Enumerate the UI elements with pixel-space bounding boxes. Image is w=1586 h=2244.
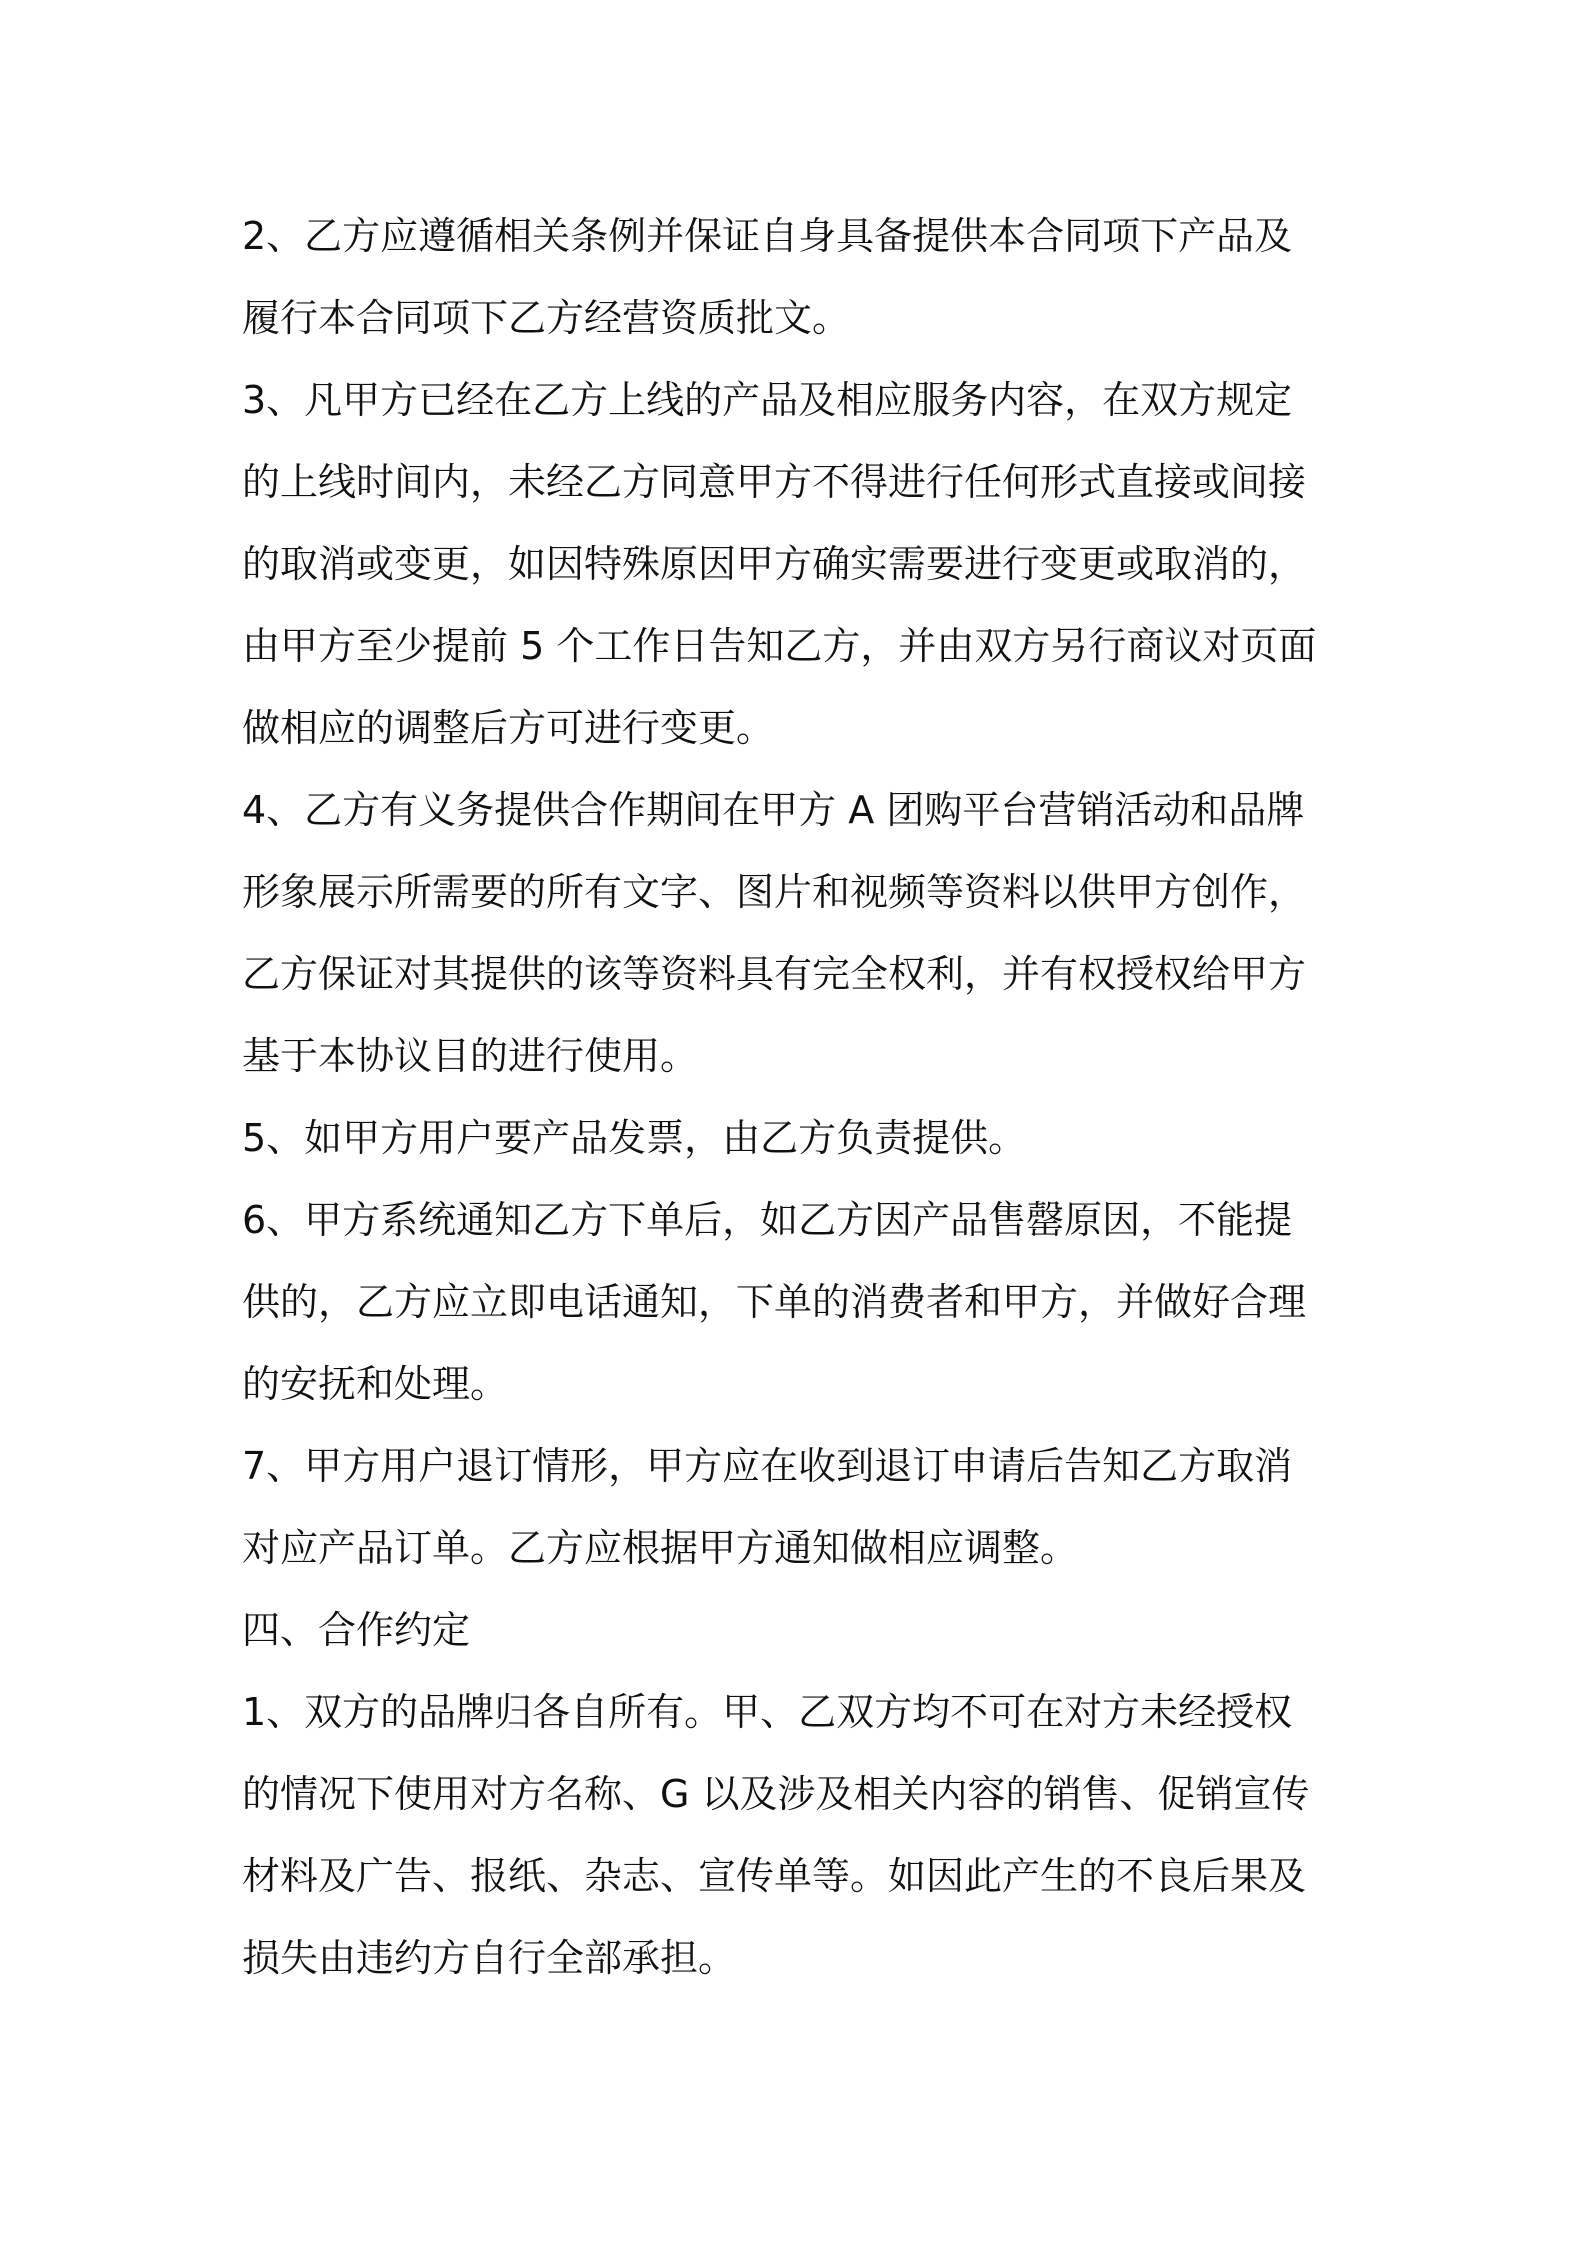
text-line: 做相应的调整后方可进行变更。 bbox=[242, 706, 775, 750]
text-line: 供的，乙方应立即电话通知，下单的消费者和甲方，并做好合理 bbox=[242, 1280, 1307, 1324]
text-line: 损失由违约方自行全部承担。 bbox=[242, 1936, 737, 1980]
text-line: 2、乙方应遵循相关条例并保证自身具备提供本合同项下产品及 bbox=[242, 214, 1293, 258]
text-line: 5、如甲方用户要产品发票，由乙方负责提供。 bbox=[242, 1116, 1027, 1160]
text-line: 6、甲方系统通知乙方下单后，如乙方因产品售罄原因，不能提 bbox=[242, 1198, 1293, 1242]
section-heading: 四、合作约定 bbox=[242, 1608, 471, 1652]
text-line: 1、双方的品牌归各自所有。甲、乙双方均不可在对方未经授权 bbox=[242, 1690, 1293, 1734]
text-line: 对应产品订单。乙方应根据甲方通知做相应调整。 bbox=[242, 1526, 1079, 1570]
document-body bbox=[242, 195, 1362, 1999]
text-line: 履行本合同项下乙方经营资质批文。 bbox=[242, 296, 851, 340]
text-line: 的上线时间内，未经乙方同意甲方不得进行任何形式直接或间接 bbox=[242, 460, 1307, 504]
text-line: 材料及广告、报纸、杂志、宣传单等。如因此产生的不良后果及 bbox=[242, 1854, 1307, 1898]
text-line: 4、乙方有义务提供合作期间在甲方 A 团购平台营销活动和品牌 bbox=[242, 788, 1305, 832]
text-line: 乙方保证对其提供的该等资料具有完全权利，并有权授权给甲方 bbox=[242, 952, 1307, 996]
text-line: 基于本协议目的进行使用。 bbox=[242, 1034, 699, 1078]
text-line: 形象展示所需要的所有文字、图片和视频等资料以供甲方创作， bbox=[242, 870, 1307, 914]
text-line: 的情况下使用对方名称、G 以及涉及相关内容的销售、促销宣传 bbox=[242, 1772, 1310, 1816]
text-line: 3、凡甲方已经在乙方上线的产品及相应服务内容，在双方规定 bbox=[242, 378, 1293, 422]
text-line: 的取消或变更，如因特殊原因甲方确实需要进行变更或取消的， bbox=[242, 542, 1307, 586]
text-line: 由甲方至少提前 5 个工作日告知乙方，并由双方另行商议对页面 bbox=[242, 624, 1317, 668]
text-line: 的安抚和处理。 bbox=[242, 1362, 509, 1406]
text-line: 7、甲方用户退订情形，甲方应在收到退订申请后告知乙方取消 bbox=[242, 1444, 1293, 1488]
